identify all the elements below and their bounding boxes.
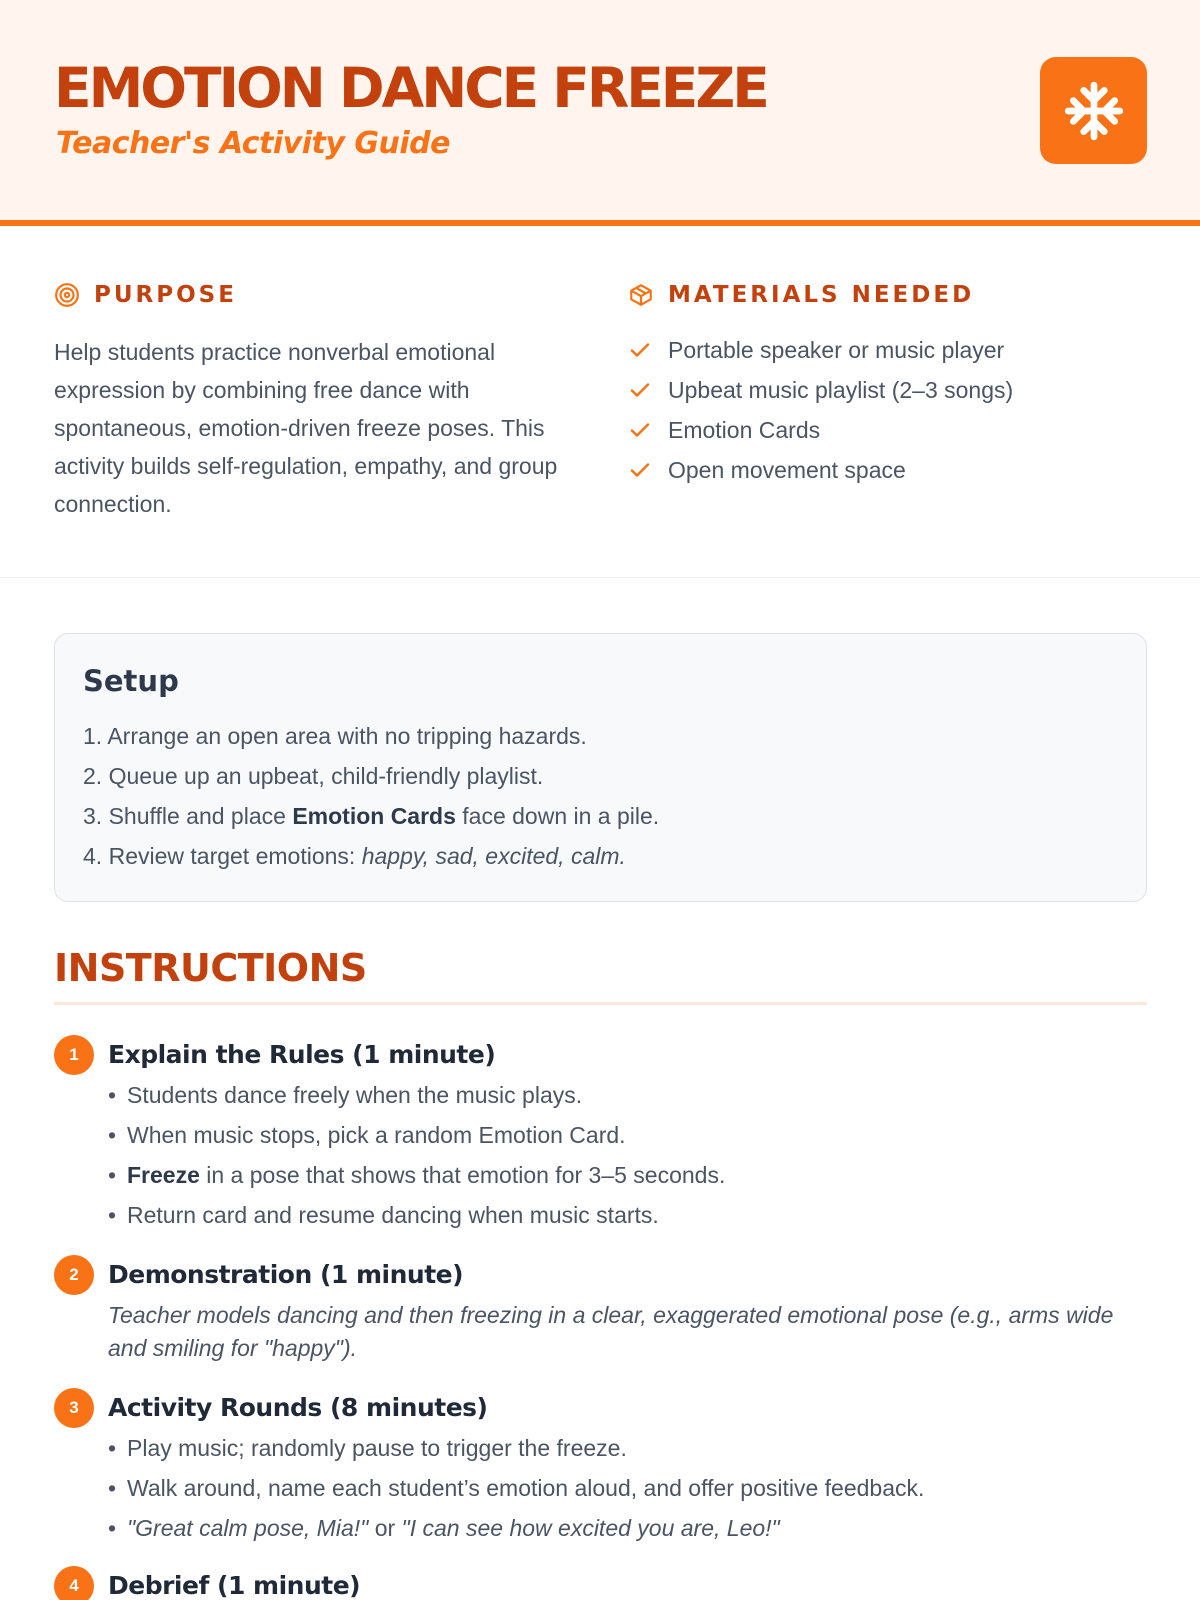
- step-bullet-text: When music stops, pick a random Emotion Card.: [127, 1122, 626, 1148]
- setup-item-number: 3.: [83, 803, 103, 829]
- bullet-dot: •: [108, 1082, 117, 1108]
- materials-item: [628, 330, 1013, 370]
- step-bullet: [108, 1468, 924, 1508]
- bullet-dot: •: [108, 1202, 117, 1228]
- setup-item: [83, 716, 659, 756]
- setup-item: [83, 756, 659, 796]
- step-bullet-text: in a pose that shows that emotion for 3–5 seconds.: [199, 1162, 726, 1188]
- header-banner: [0, 0, 1200, 226]
- step-bullet-text: or: [368, 1515, 402, 1541]
- setup-item: [83, 836, 659, 876]
- step-bullet-list: [108, 1428, 924, 1548]
- section-divider: [0, 577, 1200, 578]
- snowflake-icon: [1063, 80, 1125, 142]
- setup-item-text: Arrange an open area with no tripping hazards.: [107, 723, 587, 749]
- check-icon: [628, 378, 652, 402]
- setup-item-number: 4.: [83, 843, 103, 869]
- step-title: Debrief (1 minute): [108, 1571, 361, 1600]
- check-icon: [628, 458, 652, 482]
- materials-item-label: Portable speaker or music player: [668, 336, 1005, 363]
- step-bullet: [108, 1115, 725, 1155]
- materials-list: [628, 330, 1013, 490]
- bullet-dot: •: [108, 1122, 117, 1148]
- materials-item: [628, 410, 1013, 450]
- purpose-heading-label: PURPOSE: [94, 282, 237, 308]
- check-icon: [628, 338, 652, 362]
- feedback-example: "Great calm pose, Mia!": [127, 1515, 369, 1541]
- target-icon: [54, 282, 80, 308]
- setup-item-text: face down in a pile.: [455, 803, 660, 829]
- step-bullet-emphasis: Freeze: [127, 1162, 200, 1188]
- step-title: Demonstration (1 minute): [108, 1260, 464, 1289]
- step-bullet: [108, 1195, 725, 1235]
- materials-heading-label: MATERIALS NEEDED: [668, 282, 975, 308]
- page-subtitle: Teacher's Activity Guide: [56, 126, 450, 161]
- setup-item-emphasis: Emotion Cards: [292, 803, 456, 829]
- page-title: EMOTION DANCE FREEZE: [54, 56, 767, 120]
- instructions-heading: INSTRUCTIONS: [54, 946, 367, 990]
- materials-item-label: Upbeat music playlist (2–3 songs): [668, 376, 1014, 403]
- box-icon: [628, 282, 654, 308]
- materials-item: [628, 370, 1013, 410]
- step-bullet: [108, 1428, 924, 1468]
- setup-item-text: Review target emotions:: [108, 843, 362, 869]
- bullet-dot: •: [108, 1435, 117, 1461]
- step-bullet-text: Play music; randomly pause to trigger the freeze.: [127, 1435, 627, 1461]
- materials-item: [628, 450, 1013, 490]
- setup-item-text: Shuffle and place: [108, 803, 293, 829]
- setup-card: [54, 633, 1147, 902]
- bullet-dot: •: [108, 1162, 117, 1188]
- materials-heading: [628, 282, 974, 308]
- setup-item-emotions: happy, sad, excited, calm.: [361, 843, 626, 869]
- step-bullet-list: [108, 1075, 725, 1235]
- setup-item-text: Queue up an upbeat, child-friendly playlist.: [108, 763, 544, 789]
- setup-item-number: 1.: [83, 723, 103, 749]
- bullet-dot: •: [108, 1475, 117, 1501]
- step-bullet-text: Students dance freely when the music plays.: [127, 1082, 583, 1108]
- materials-item-label: Open movement space: [668, 456, 906, 483]
- purpose-heading: [54, 282, 237, 308]
- materials-item-label: Emotion Cards: [668, 416, 821, 443]
- check-icon: [628, 418, 652, 442]
- step-number-badge: 1: [54, 1035, 94, 1075]
- purpose-text: Help students practice nonverbal emotional expression by combining free dance with spontaneous, emotion-driven freeze poses. This activity builds self-regulation, empathy, and group connection.: [54, 339, 558, 517]
- setup-item-number: 2.: [83, 763, 103, 789]
- step-title: Explain the Rules (1 minute): [108, 1040, 496, 1069]
- step-bullet: [108, 1508, 924, 1548]
- feedback-example: "I can see how excited you are, Leo!": [401, 1515, 780, 1541]
- setup-list: [83, 716, 659, 876]
- step-number-badge: 4: [54, 1566, 94, 1600]
- step-bullet-text: Walk around, name each student’s emotion aloud, and offer positive feedback.: [127, 1475, 925, 1501]
- step-title: Activity Rounds (8 minutes): [108, 1393, 488, 1422]
- step-bullet-text: Return card and resume dancing when music starts.: [127, 1202, 659, 1228]
- step-bullet: [108, 1155, 725, 1195]
- step-bullet: [108, 1075, 725, 1115]
- step-number-badge: 3: [54, 1388, 94, 1428]
- bullet-dot: •: [108, 1515, 117, 1541]
- setup-item: [83, 796, 659, 836]
- logo-badge: [1040, 57, 1147, 164]
- step-number-badge: 2: [54, 1255, 94, 1295]
- step-note: Teacher models dancing and then freezing in a clear, exaggerated emotional pose (e.g., arms wide and smiling for "happy").: [108, 1302, 1114, 1361]
- setup-title: Setup: [83, 664, 179, 698]
- instructions-divider: [54, 1002, 1147, 1005]
